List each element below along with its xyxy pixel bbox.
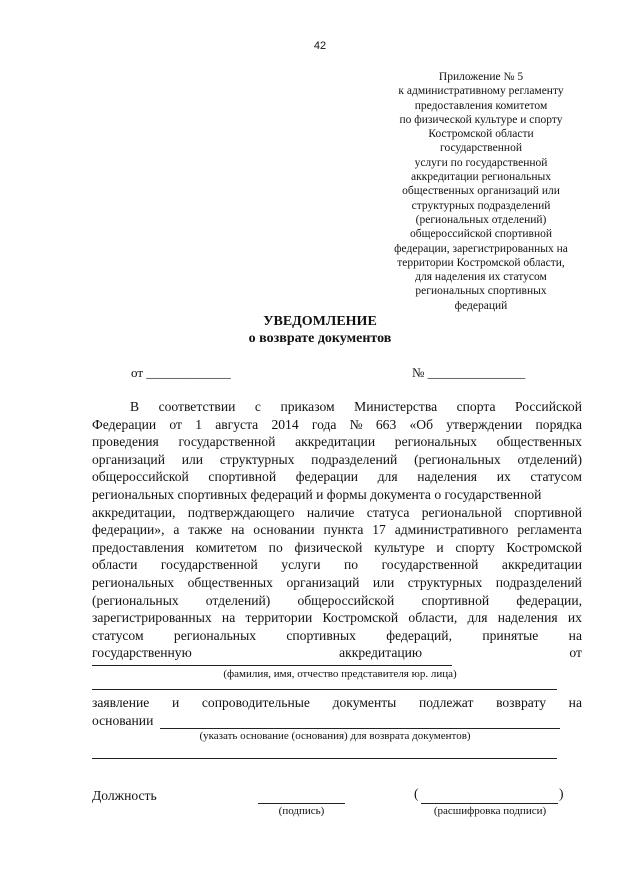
body-line [92, 433, 582, 451]
notice-body [92, 398, 582, 662]
body-word: на [231, 522, 245, 538]
body-word: на [221, 610, 236, 626]
body-word: приказом [280, 399, 335, 414]
body-word: Костромской [322, 610, 399, 626]
body-line [92, 609, 582, 627]
body-word: области [92, 557, 138, 573]
document-title [0, 313, 640, 347]
appendix-line: аккредитации региональных [410, 171, 552, 184]
date-blank: _____________ [146, 365, 231, 380]
body-word: территории [245, 610, 313, 626]
body-word: аккредитации [295, 434, 376, 450]
return-word: возврату [496, 695, 547, 710]
body-word: спортивной [514, 504, 582, 520]
body-word: отделений) [205, 592, 271, 608]
appendix-line: по физической культуре и спорту [399, 113, 563, 126]
body-word: государственную [92, 645, 192, 661]
basis-blank-line [160, 728, 560, 729]
body-word: по [268, 539, 283, 555]
representative-blank-line-2 [92, 689, 557, 690]
body-word: 17 [372, 522, 386, 538]
body-word: принятые [482, 627, 539, 643]
body-word: федераций, [386, 627, 452, 643]
body-word: общероссийской [297, 592, 395, 608]
decoding-caption: (расшифровка подписи) [433, 805, 547, 817]
return-word: подлежат [418, 695, 474, 710]
body-word: услуги [281, 557, 321, 573]
decoding-close-paren: ) [559, 786, 564, 801]
body-word: комитетом [195, 539, 257, 555]
body-word: Российской [515, 399, 582, 414]
appendix-line: Костромской области [428, 128, 534, 141]
body-word: Федерации [92, 416, 157, 432]
body-word: спорта [456, 399, 496, 414]
number-blank: _______________ [427, 365, 526, 380]
body-line [92, 556, 582, 574]
appendix-header [382, 70, 580, 313]
appendix-line: региональных спортивных [415, 285, 547, 298]
number-field [412, 365, 525, 381]
body-word: пункта [323, 522, 364, 538]
body-word: с [254, 399, 261, 414]
body-word: общественных [496, 434, 582, 450]
body-word: основании [253, 522, 315, 538]
basis-blank-line-2 [92, 758, 557, 759]
title-line: УВЕДОМЛЕНИЕ [263, 314, 377, 329]
subtitle-line: о возврате документов [248, 331, 392, 346]
from-label: от [131, 365, 144, 380]
body-word: для [467, 610, 488, 626]
return-word: сопроводительные [201, 695, 310, 710]
return-word: заявление [92, 695, 150, 710]
body-word: Министерства [354, 399, 438, 414]
body-word: аккредитации, [92, 504, 176, 520]
body-word: проведения [92, 434, 159, 450]
return-statement [92, 695, 582, 711]
decoding-open-paren: ( [414, 786, 419, 801]
body-word: отделений) [517, 451, 582, 467]
body-word: спорту [455, 539, 495, 555]
body-word: административного [394, 522, 509, 538]
body-line [92, 521, 582, 539]
signature-caption: (подпись) [278, 805, 325, 817]
body-word: статусом [530, 469, 582, 485]
body-word: статусом [92, 627, 144, 643]
body-word: также [188, 522, 223, 538]
body-word: организаций [286, 574, 360, 590]
body-word: федерации», [92, 522, 165, 538]
body-word: (региональных [414, 451, 501, 467]
number-label: № [412, 365, 425, 380]
body-word: подразделений [495, 574, 582, 590]
body-word: Костромской [506, 539, 582, 555]
body-word: аккредитацию [339, 645, 423, 661]
body-word: спортивной [421, 592, 490, 608]
body-word: предоставления [92, 539, 185, 555]
body-line [92, 539, 582, 557]
body-word: наличие [306, 504, 355, 520]
appendix-line: для наделения их статусом [415, 271, 547, 284]
body-word: спортивных [286, 627, 356, 643]
body-word: общероссийской [92, 469, 189, 485]
appendix-line: государственной [440, 142, 522, 155]
body-word: или [181, 451, 204, 467]
body-word: от [169, 416, 182, 432]
appendix-line: услуги по государственной [414, 156, 548, 169]
body-word: региональной [421, 504, 502, 520]
return-word: и [171, 695, 180, 710]
body-word: региональных спортивных федераций и формы документа о государственной [92, 486, 542, 502]
body-word: утверждении [446, 416, 523, 432]
page-number: 42 [313, 40, 327, 52]
body-line [92, 486, 582, 504]
body-line [92, 451, 582, 469]
body-word: физической [294, 539, 363, 555]
body-word: наделения [497, 610, 558, 626]
body-word: подтверждающего [187, 504, 295, 520]
appendix-line: к административному регламенту [398, 85, 564, 98]
position-label: Должность [92, 788, 157, 803]
body-word: на [568, 627, 582, 643]
body-word: региональных [173, 627, 257, 643]
body-word: государственной [178, 434, 276, 450]
body-word: региональных [92, 574, 175, 590]
body-word: зарегистрированных [92, 610, 212, 626]
body-word: государственной [160, 557, 258, 573]
return-word: на [568, 695, 582, 710]
basis-label: основании [92, 713, 154, 728]
body-word: или [372, 574, 395, 590]
body-word: их [496, 469, 511, 485]
body-word: региональных [394, 434, 477, 450]
body-line [92, 644, 582, 662]
body-word: общественных [187, 574, 273, 590]
appendix-line: (региональных отделений) [415, 213, 547, 226]
body-word: 663 [375, 416, 397, 432]
body-line [92, 468, 582, 486]
body-word: августа [215, 416, 259, 432]
body-word: организаций [92, 451, 165, 467]
basis-field [92, 713, 153, 729]
body-word: 1 [195, 416, 202, 432]
body-word: аккредитации [501, 557, 582, 573]
body-word: по [344, 557, 359, 573]
body-word: года [311, 416, 337, 432]
basis-caption: (указать основание (основания) для возврата документов) [199, 730, 471, 742]
body-line [92, 627, 582, 645]
return-word: документы [332, 695, 397, 710]
body-word: структурных [407, 574, 483, 590]
appendix-line: Приложение № 5 [438, 71, 524, 83]
appendix-line: федераций [454, 299, 508, 312]
body-word: их [567, 610, 582, 626]
body-word: спортивной [208, 469, 277, 485]
body-word: В [130, 399, 140, 414]
body-line [92, 398, 582, 416]
body-line [92, 592, 582, 610]
body-word: структурных [219, 451, 295, 467]
body-word: «Об [409, 416, 433, 432]
body-word: порядка [535, 416, 582, 432]
appendix-line: территории Костромской области, [397, 256, 565, 269]
body-word: от [569, 645, 582, 661]
body-word: для [377, 469, 398, 485]
body-word: подразделений [311, 451, 398, 467]
body-word: федерации, [516, 592, 582, 608]
body-word: федерации [295, 469, 359, 485]
appendix-line: общероссийской спортивной [409, 228, 553, 241]
appendix-line: предоставления комитетом [414, 99, 548, 112]
appendix-line: федерации, зарегистрированных на [394, 242, 568, 255]
body-word: области, [408, 610, 458, 626]
appendix-line: общественных организаций или [402, 185, 560, 198]
body-line [92, 416, 582, 434]
body-word: 2014 [271, 416, 299, 432]
date-field [131, 365, 231, 381]
appendix-line: структурных подразделений [411, 199, 551, 212]
signature-line [258, 803, 345, 804]
body-word: соответствии [158, 399, 236, 414]
body-line [92, 574, 582, 592]
body-word: № [349, 416, 363, 432]
body-word: культуре [374, 539, 425, 555]
body-word: (региональных [92, 592, 179, 608]
body-word: статуса [366, 504, 410, 520]
body-word: регламента [517, 522, 582, 538]
decoding-line [421, 803, 558, 804]
body-line [92, 504, 582, 522]
body-word: наделения [417, 469, 478, 485]
representative-blank-line [92, 665, 452, 666]
body-word: а [173, 522, 180, 538]
representative-caption: (фамилия, имя, отчество представителя юр. лица) [223, 668, 457, 680]
body-word: государственной [381, 557, 479, 573]
body-word: и [436, 539, 444, 555]
